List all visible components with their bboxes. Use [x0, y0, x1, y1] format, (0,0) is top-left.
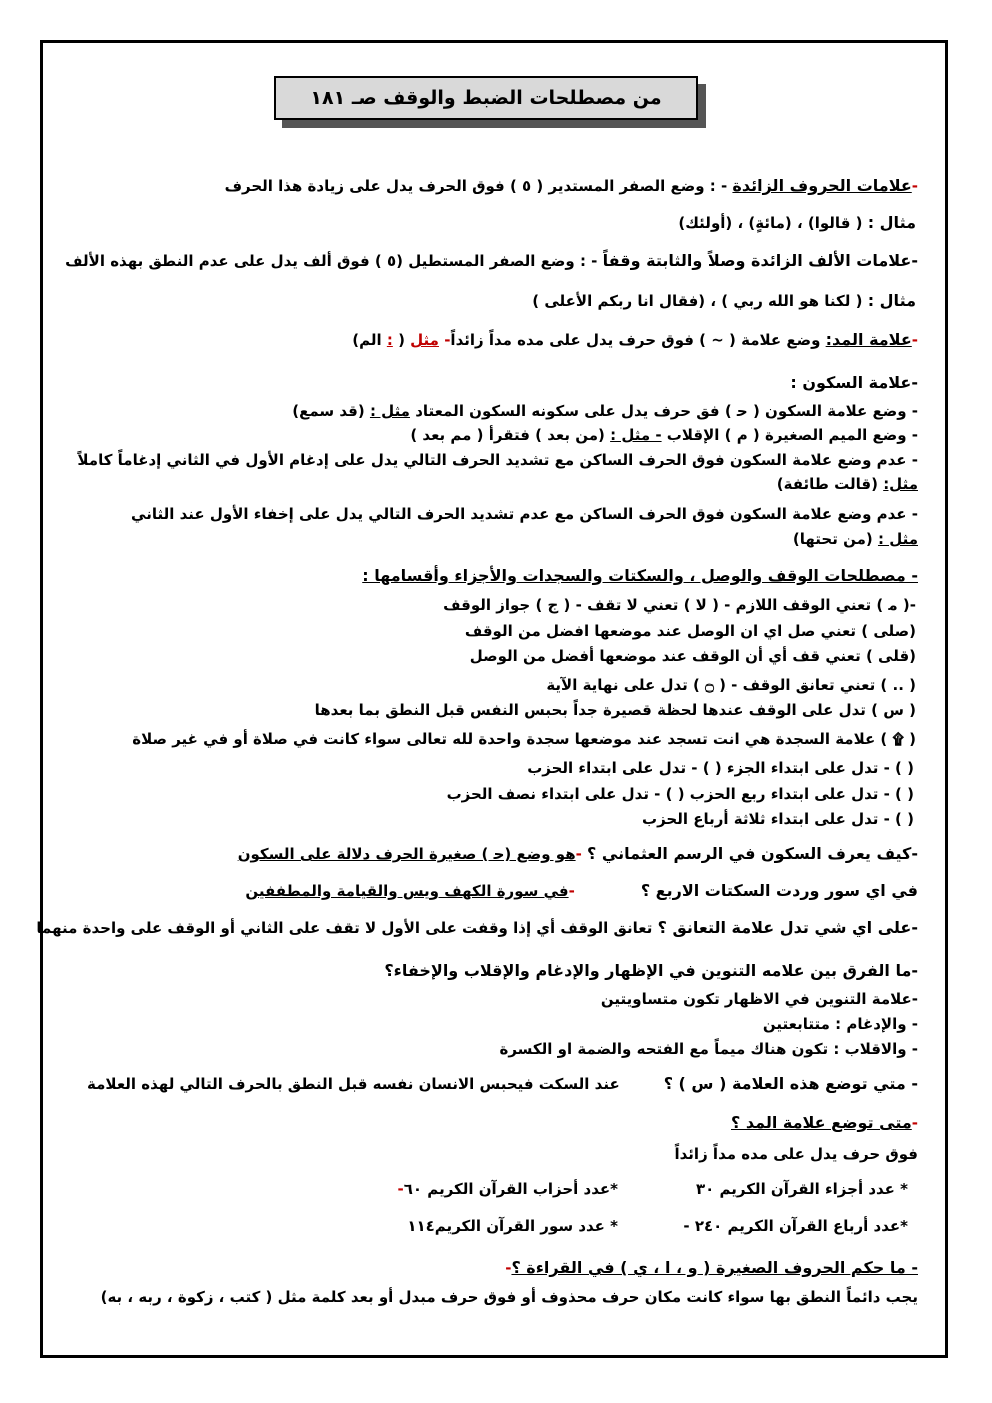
answer: في سورة الكهف ويس والقيامة والمطففين [245, 882, 569, 900]
question: متى توضع علامة المد ؟ [731, 1113, 912, 1132]
text: (قالت طائفة) [776, 475, 884, 493]
red-dash: - [397, 1180, 404, 1198]
sec5-line-6 [132, 728, 916, 750]
q4-heading [384, 960, 918, 982]
sec2-heading: -علامات الألف الزائدة وصلاً والثابتة وقفاً [602, 251, 918, 270]
stat-juz [696, 1178, 908, 1200]
answer: -علامة التنوين في الاظهار تكون متساويتين [600, 990, 918, 1008]
text: (من بعد ) فتقرأ ( مم بعد ) [410, 426, 611, 444]
example-text: الم) [352, 331, 387, 349]
red-colon: : [386, 331, 393, 349]
q7-heading [505, 1257, 918, 1279]
stat-text: * عدد سور القرآن الكريم١١٤ [407, 1217, 618, 1235]
question: - ما حكم الحروف الصغيرة ( و ، ا ، ي ) في القراءة ؟ [511, 1258, 918, 1277]
stat-text: * عدد أجزاء القرآن الكريم ٣٠ [695, 1180, 908, 1198]
example-label: مثل [410, 331, 439, 349]
question: - متي توضع هذه العلامة ( س ) ؟ [663, 1074, 918, 1093]
text: (صلى ) تعني صل اي ان الوصل عند موضعها افضل من الوقف [464, 622, 916, 640]
answer: عند السكت فيحبس الانسان نفسه قبل النطق بالحرف التالي لهذه العلامة [87, 1075, 620, 1093]
red-dash: - [911, 1114, 918, 1132]
stat-text: *عدد أرباع القرآن الكريم ٢٤٠ - [683, 1217, 908, 1235]
sec4-line-6 [793, 528, 918, 550]
text: (قد سمع) [292, 402, 370, 420]
text: - عدم وضع علامة السكون فوق الحرف الساكن مع تشديد الحرف التالي يدل على إدغام الأول في الثاني إدغاماً كاملاً [77, 451, 918, 469]
sec4-heading-text: -علامة السكون : [790, 373, 918, 392]
text: ( ) - تدل على ابتداء الجزء ( ) - تدل على ابتداء الحزب [527, 759, 914, 777]
text: (قلى ) تعني قف أي أن الوقف عند موضعها أفضل من الوصل [469, 647, 916, 665]
text: - وضع الميم الصغيرة ( م ) الإقلاب [661, 426, 918, 444]
text: - عدم وضع علامة السكون فوق الحرف الساكن مع عدم تشديد الحرف التالي يدل على إخفاء الأول عند الثاني [131, 505, 918, 523]
q6-heading [731, 1112, 918, 1134]
text: ( س ) تدل على الوقف عندها لحظة قصيرة جداً بحبس النفس قبل النطق بما بعدها [314, 701, 916, 719]
stat-surah [407, 1215, 618, 1237]
answer: هو وضع (ﺣ ) صغيرة الحرف دلالة على السكون [237, 845, 576, 863]
question: -ما الفرق بين علامه التنوين في الإظهار والإدغام والإقلاب والإخفاء؟ [384, 961, 918, 980]
example-label: مثل: [883, 475, 918, 493]
sec1-heading: علامات الحروف الزائدة [732, 176, 912, 195]
sec5-line-5 [315, 699, 916, 721]
sec2-line [65, 250, 918, 272]
page-title-text: من مصطلحات الضبط والوقف صـ ١٨١ [310, 87, 662, 109]
text: ( ۩ ) علامة السجدة هي انت تسجد عند موضعها سجدة واحدة لله تعالى سواء كانت في صلاة أو في غير صلاة [132, 730, 916, 748]
text: ( .. ) تعني تعانق الوقف - ( ۝ ) تدل على نهاية الآية [546, 676, 916, 694]
q6-answer [674, 1143, 918, 1165]
red-dash: - [568, 882, 575, 900]
sec5-line-7 [527, 757, 914, 779]
answer: فوق حرف يدل على مده مداً زائداً [674, 1145, 918, 1163]
example-label: مثل : [369, 402, 410, 420]
sec5-line-3 [470, 645, 916, 667]
answer: تعانق الوقف أي إذا وقفت على الأول لا تقف على الثاني أو الوقف على واحدة منهما [36, 919, 658, 937]
sec5-line-9 [642, 808, 914, 830]
sec5-heading-text: - مصطلحات الوقف والوصل ، والسكتات والسجدات والأجزاء وأقسامها : [362, 566, 918, 585]
example-text: ( قالوا) ، (مائةٍ) ، (أولئك) [678, 214, 868, 232]
sec5-line-1 [443, 594, 916, 616]
text: - وضع علامة السكون ( ﺣ ) فق حرف يدل على سكونه السكون المعتاد [409, 402, 918, 420]
sec1-line [225, 175, 918, 197]
sec3-line [352, 329, 918, 351]
q7-answer [101, 1286, 918, 1308]
question: في اي سور وردت السكتات الاربع ؟ [640, 881, 918, 900]
red-dash: - [911, 331, 918, 349]
q4-line-2 [763, 1013, 918, 1035]
text: ( ) - تدل على ابتداء ثلاثة أرباع الحزب [642, 810, 914, 828]
sec2-text: - : وضع الصفر المستطيل (٥ ) فوق ألف يدل على عدم النطق بهذه الألف [65, 252, 603, 270]
sec5-line-4 [546, 674, 916, 696]
example-label: مثل : [877, 530, 918, 548]
sec1-text: - : وضع الصفر المستدير ( ٥ ) فوق الحرف يدل على زيادة هذا الحرف [224, 177, 733, 195]
page-title [274, 76, 698, 120]
red-dash: - [911, 177, 918, 195]
sec4-line-2 [410, 424, 918, 446]
sec5-line-2 [465, 620, 916, 642]
answer: - والإدغام : متتابعتين [762, 1015, 918, 1033]
q3-line [36, 917, 918, 939]
sec4-line-5 [131, 503, 918, 525]
q4-line-3 [499, 1038, 918, 1060]
sec3-text: وضع علامة ( ~ ) فوق حرف يدل على مده مداً زائداً [450, 331, 826, 349]
sec1-example [678, 212, 916, 234]
answer: يجب دائماً النطق بها سواء كانت مكان حرف محذوف أو فوق حرف مبدل أو بعد كلمة مثل ( كتب ، زكوة ، ربه ، به) [100, 1288, 918, 1306]
sec4-heading [790, 372, 918, 394]
answer: - والاقلاب : تكون هناك ميماً مع الفتحه والضمة او الكسرة [499, 1040, 918, 1058]
example-label: مثال : [867, 291, 916, 310]
q1-line [238, 843, 918, 865]
text: ( ) - تدل على ابتداء ربع الحزب ( ) - تدل على ابتداء نصف الحزب [446, 785, 914, 803]
example-label: مثال : [867, 213, 916, 232]
sec5-heading [362, 565, 918, 587]
stat-text: *عدد أحزاب القرآن الكريم ٦٠ [403, 1180, 618, 1198]
example-text: ( لكنا هو الله ربي ) ، (فقال انا ربكم الأعلى ) [532, 292, 868, 310]
sec5-line-8 [447, 783, 914, 805]
sec4-line-4 [777, 473, 918, 495]
sec3-heading: علامة المد: [825, 330, 912, 349]
stat-rub [683, 1215, 908, 1237]
red-dash: - [438, 331, 451, 349]
q4-line-1 [601, 988, 918, 1010]
text: (من تحتها) [792, 530, 878, 548]
example-text: ( [392, 331, 411, 349]
red-dash: - [575, 845, 588, 863]
sec2-example [532, 290, 916, 312]
red-dash: - [505, 1259, 512, 1277]
q2-line [245, 880, 918, 902]
text: -( ﻣ ) تعني الوقف اللازم - ( لا ) تعني لا تقف - ( ج ) جواز الوقف [443, 596, 916, 614]
question: -على اي شي تدل علامة التعانق ؟ [657, 918, 918, 937]
sec4-line-3 [77, 449, 918, 471]
question: -كيف يعرف السكون في الرسم العثماني ؟ [587, 844, 918, 863]
sec4-line-1 [292, 400, 918, 422]
stat-hizb [398, 1178, 618, 1200]
example-label: - مثل : [610, 426, 662, 444]
q5-line [87, 1073, 918, 1095]
